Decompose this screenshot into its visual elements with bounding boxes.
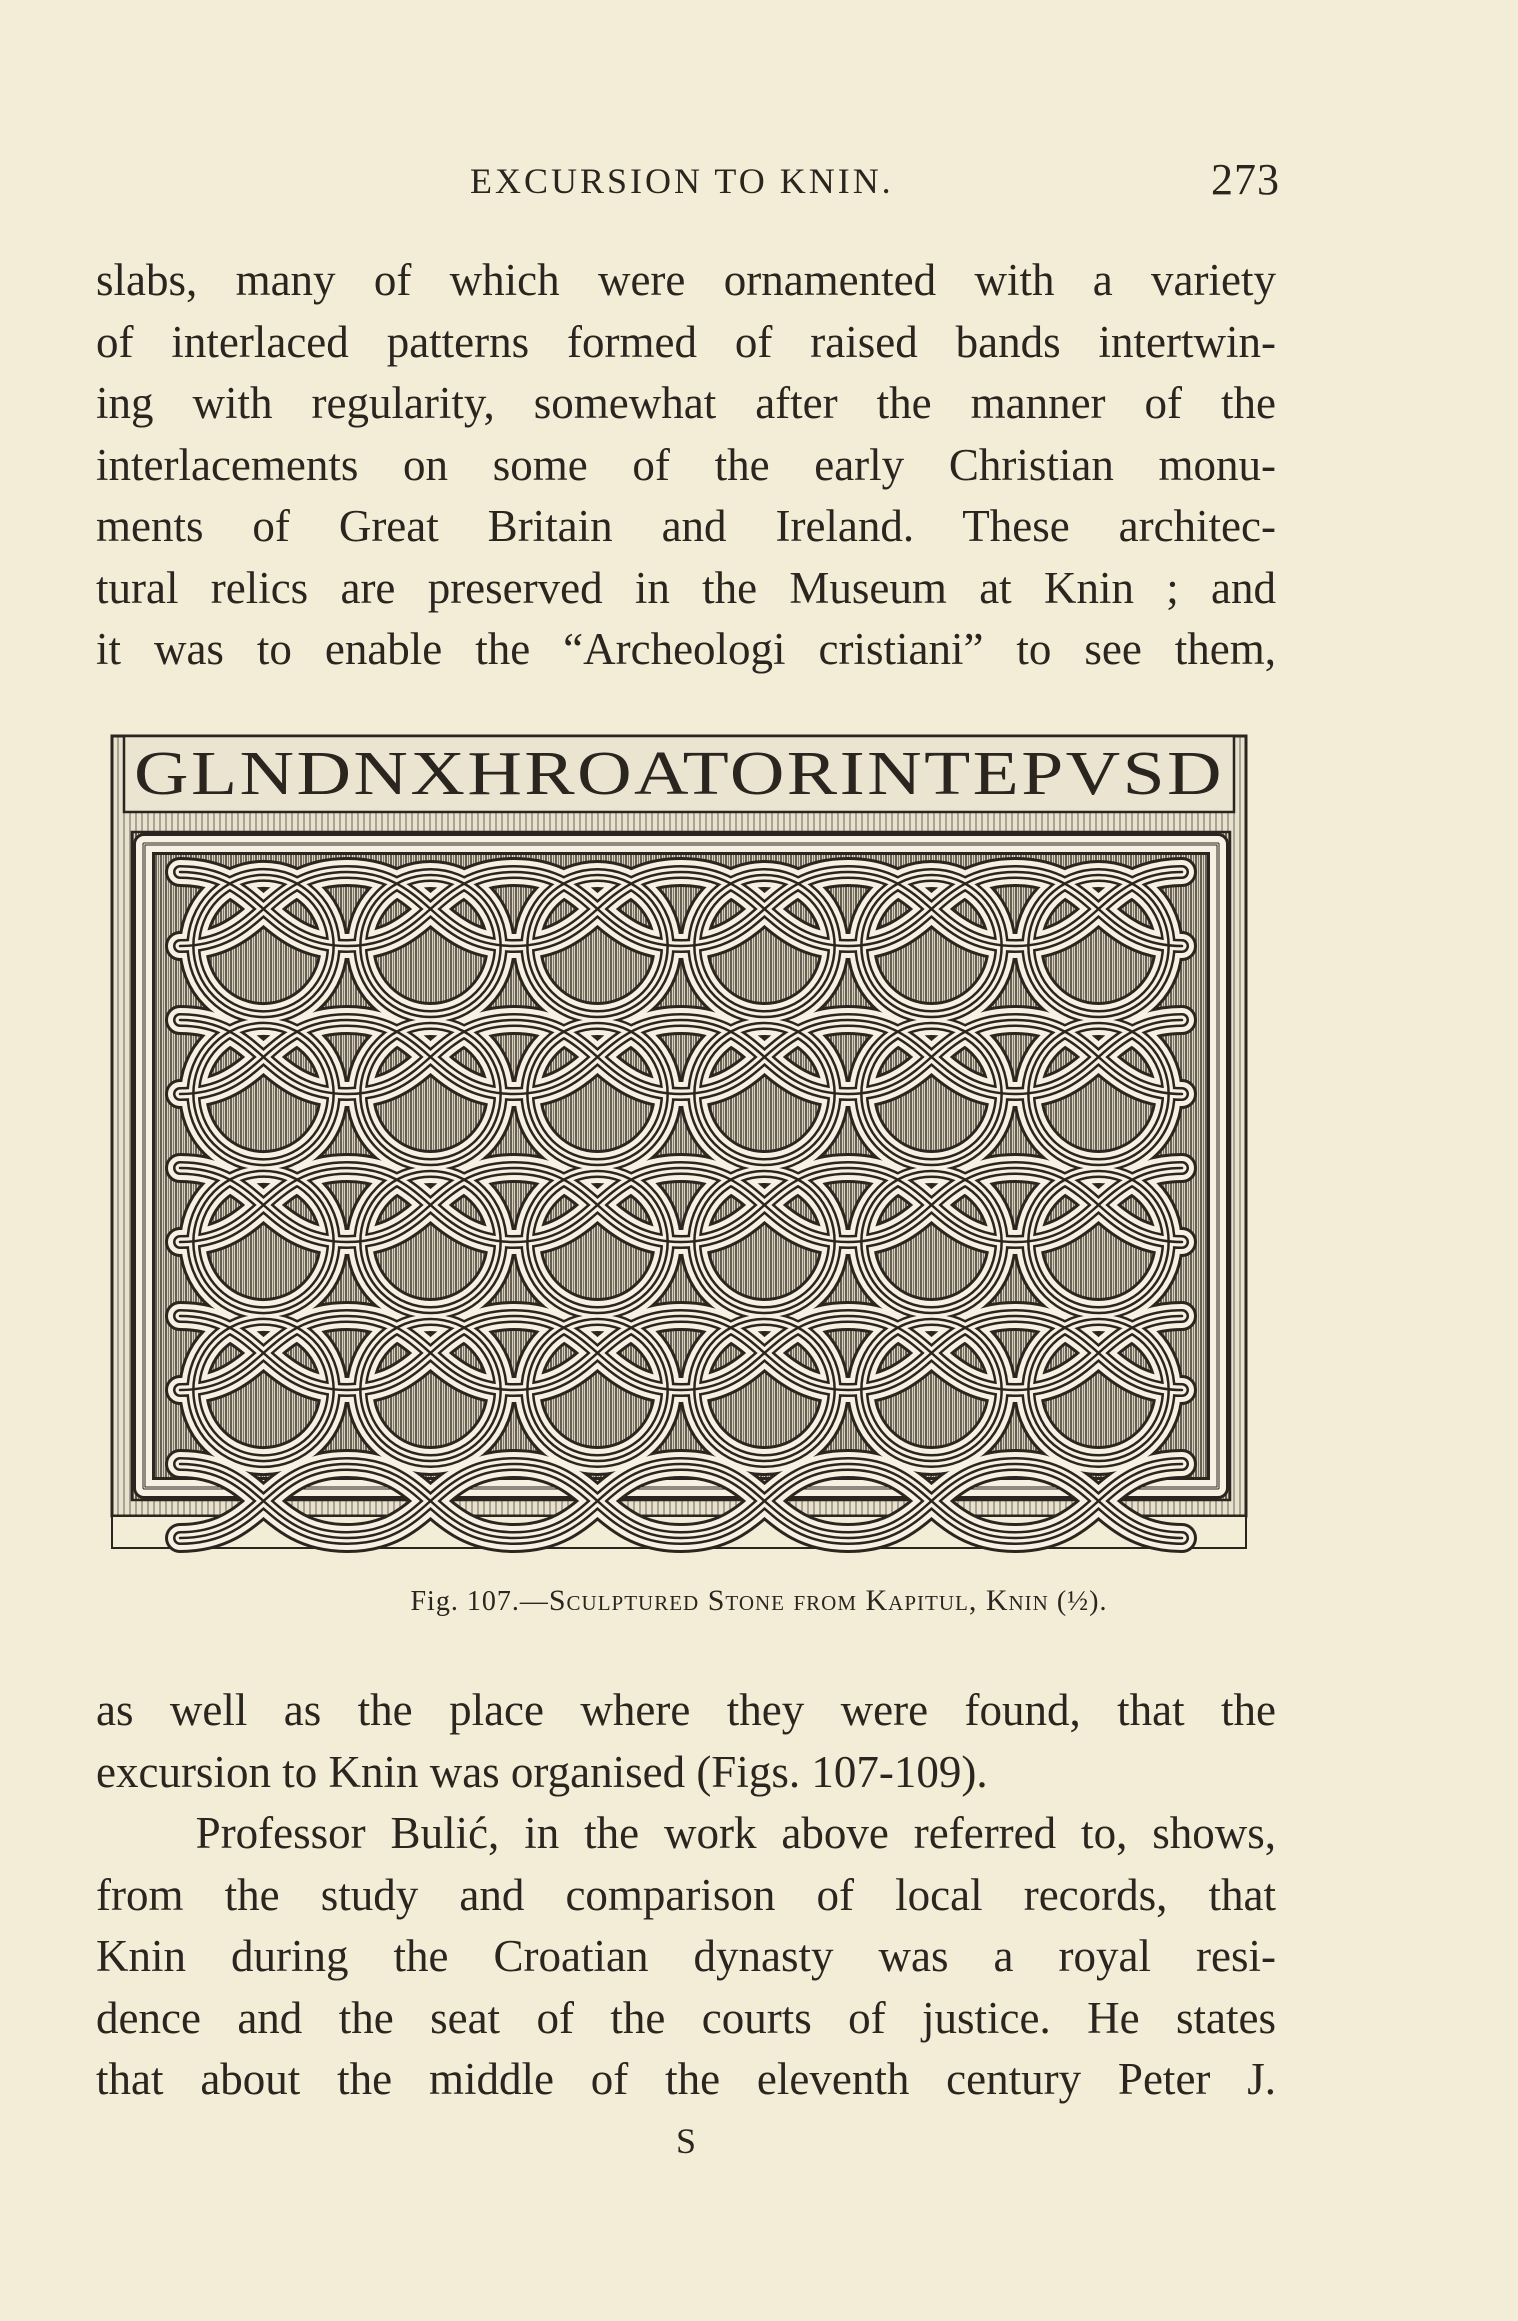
page-number: 273 bbox=[1211, 155, 1280, 204]
text-line: ments of Great Britain and Ireland. These architec- bbox=[96, 501, 1276, 551]
caption-scale: (½). bbox=[1056, 1586, 1108, 1617]
text-line: Professor Bulić, in the work above referred to, shows, bbox=[96, 1808, 1276, 1858]
caption-title: Sculptured Stone from Kapitul, Knin bbox=[548, 1584, 1049, 1617]
text-line: Knin during the Croatian dynasty was a royal resi- bbox=[96, 1931, 1276, 1981]
text-line: tural relics are preserved in the Museum at Knin ; and bbox=[96, 562, 1276, 613]
paragraph-1 bbox=[96, 250, 1276, 681]
running-title: EXCURSION TO KNIN. bbox=[470, 161, 894, 201]
text-line: interlacements on some of the early Christian monu- bbox=[96, 439, 1276, 490]
text-line: of interlaced patterns formed of raised bands intertwin- bbox=[96, 316, 1276, 367]
text-line: ing with regularity, somewhat after the manner of the bbox=[96, 378, 1276, 428]
text-line: as well as the place where they were found, that the bbox=[96, 1685, 1276, 1735]
text-line: from the study and comparison of local records, that bbox=[96, 1869, 1276, 1920]
text-line: it was to enable the “Archeologi cristiani” to see them, bbox=[96, 624, 1276, 674]
figure-sculptured-stone bbox=[110, 722, 1248, 1554]
sculptured-stone-engraving bbox=[110, 722, 1248, 1554]
figure-caption bbox=[0, 1584, 1518, 1618]
text-line: that about the middle of the eleventh century Peter J. bbox=[96, 2054, 1276, 2104]
text-line: slabs, many of which were ornamented with a variety bbox=[96, 255, 1276, 305]
caption-prefix: Fig. 107.— bbox=[410, 1586, 549, 1617]
text-line: excursion to Knin was organised (Figs. 107-109). bbox=[96, 1746, 988, 1797]
running-head bbox=[100, 155, 1280, 210]
text-line: dence and the seat of the courts of justice. He states bbox=[96, 1992, 1276, 2043]
paragraph-2 bbox=[96, 1680, 1276, 2111]
inscription-text: GLNDNXHROATORINTEPVSD bbox=[134, 740, 1224, 808]
signature-mark: S bbox=[676, 2121, 697, 2161]
